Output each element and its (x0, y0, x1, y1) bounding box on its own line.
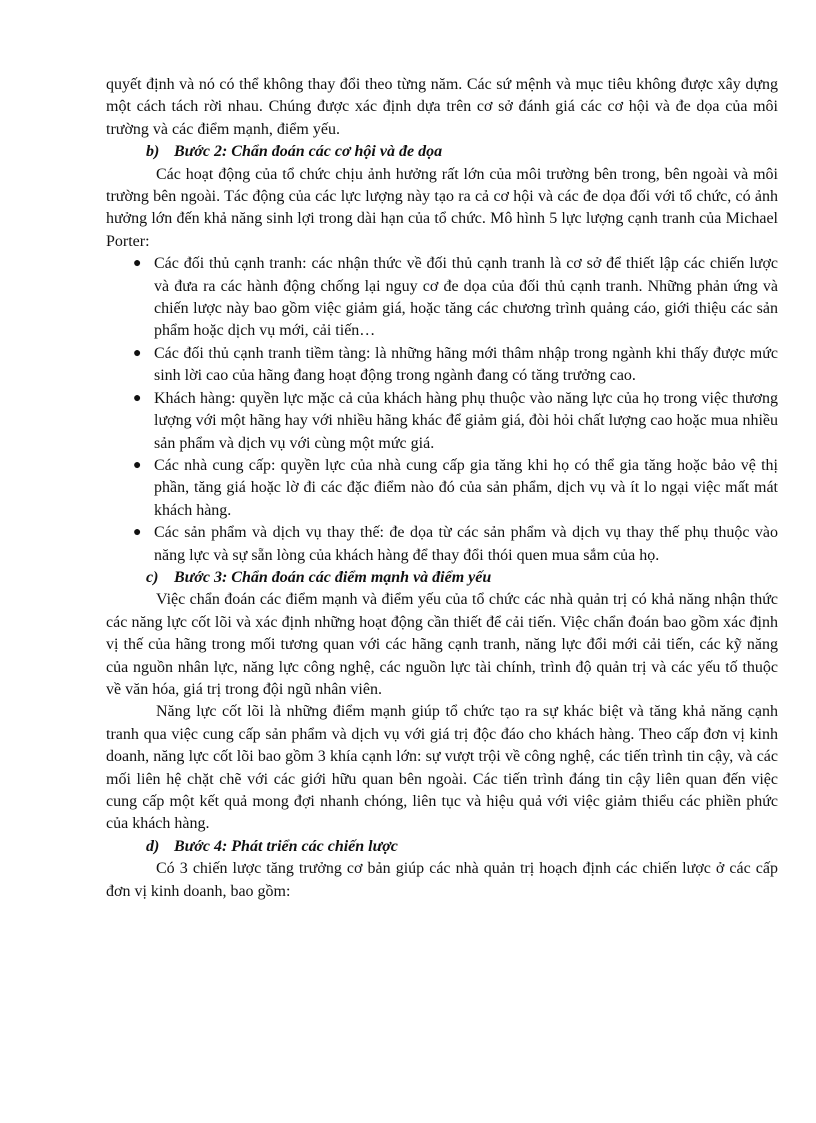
section-c-paragraph-1: Việc chẩn đoán các điểm mạnh và điểm yếu của tổ chức các nhà quản trị có khả năng nhận thức các năng lực cốt lõi và xác định những hoạt động cần thiết để cải tiến. Việc chẩn đoán bao gồm xác định vị thế của hãng trong mối tương quan với các hãng cạnh tranh, năng lực đổi mới cải tiến, các kỹ năng của nguồn nhân lực, năng lực công nghệ, các nguồn lực tài chính, trình độ quản trị và các yếu tố thuộc về văn hóa, giá trị trong đội ngũ nhân viên. (106, 591, 778, 698)
intro-paragraph: quyết định và nó có thể không thay đổi theo từng năm. Các sứ mệnh và mục tiêu không được xây dựng một cách tách rời nhau. Chúng được xác định dựa trên cơ sở đánh giá các cơ hội và đe dọa của môi trường và các điểm mạnh, điểm yếu. (106, 76, 778, 138)
list-item-text: Các đối thủ cạnh tranh: các nhận thức về đối thủ cạnh tranh là cơ sở để thiết lập các chiến lược và đưa ra các hành động chống lại nguy cơ đe dọa của đối thủ cạnh tranh. Những phản ứng và chiến lược này bao gồm việc giảm giá, hoặc tăng các chương trình quảng cáo, giới thiệu các sản phẩm hoặc dịch vụ mới, cải tiến… (154, 255, 778, 340)
section-b-heading (106, 141, 778, 163)
list-item-text: Các nhà cung cấp: quyền lực của nhà cung cấp gia tăng khi họ có thể gia tăng hoặc bảo vệ thị phần, tăng giá hoặc lờ đi các đặc điểm nào đó của sản phẩm, dịch vụ và ít lo ngại việc mất mát khách hàng. (154, 456, 778, 519)
list-item-text: Các đối thủ cạnh tranh tiềm tàng: là những hãng mới thâm nhập trong ngành khi thấy được mức sinh lời cao của hãng đang hoạt động trong ngành đang có tăng trưởng cao. (154, 344, 778, 385)
list-item-text: Khách hàng: quyền lực mặc cả của khách hàng phụ thuộc vào năng lực của họ trong việc thương lượng với một hãng hay với nhiều hãng khác để giảm giá, đòi hỏi chất lượng cao hoặc mua nhiều sản phẩm và dịch vụ với cùng một mức giá. (154, 389, 778, 452)
list-item (106, 253, 778, 343)
section-b-title: Bước 2: Chẩn đoán các cơ hội và đe dọa (174, 143, 443, 161)
section-c-title: Bước 3: Chẩn đoán các điểm mạnh và điểm yếu (174, 568, 492, 586)
bullet-icon: ● (133, 525, 142, 541)
list-item (106, 388, 778, 455)
section-d-title: Bước 4: Phát triển các chiến lược (174, 837, 398, 855)
bullet-icon: ● (133, 256, 142, 272)
bullet-icon: ● (133, 457, 142, 473)
list-item (106, 343, 778, 388)
section-c-paragraph-2: Năng lực cốt lõi là những điểm mạnh giúp tổ chức tạo ra sự khác biệt và tăng khả năng cạnh tranh qua việc cung cấp sản phẩm và dịch vụ với giá trị độc đáo cho khách hàng. Theo cấp đơn vị kinh doanh, năng lực cốt lõi bao gồm 3 khía cạnh lớn: sự vượt trội về công nghệ, các tiến trình tin cậy, và các mối liên hệ chặt chẽ với các giới hữu quan bên ngoài. Các tiến trình đáng tin cậy liên quan đến việc cung cấp một kết quả mong đợi nhanh chóng, liên tục và hiệu quả với việc giảm thiểu các phiền phức của khách hàng. (106, 703, 778, 833)
section-d-marker: d) (146, 837, 160, 855)
bullet-icon: ● (133, 345, 142, 361)
list-item (106, 455, 778, 522)
section-c-heading (106, 567, 778, 589)
list-item (106, 522, 778, 567)
document-page (106, 74, 778, 903)
porter-forces-list (106, 253, 778, 567)
section-d-paragraph: Có 3 chiến lược tăng trưởng cơ bản giúp các nhà quản trị hoạch định các chiến lược ở các cấp đơn vị kinh doanh, bao gồm: (106, 860, 778, 900)
section-c-marker: c) (146, 568, 159, 586)
section-b-paragraph: Các hoạt động của tổ chức chịu ảnh hưởng rất lớn của môi trường bên trong, bên ngoài và môi trường bên ngoài. Tác động của các lực lượng này tạo ra cả cơ hội và các đe dọa đối với tổ chức, có ảnh hưởng lớn đến khả năng sinh lợi trong dài hạn của tổ chức. Mô hình 5 lực lượng cạnh tranh của Michael Porter: (106, 165, 778, 250)
bullet-icon: ● (133, 390, 142, 406)
section-d-heading (106, 836, 778, 858)
section-b-marker: b) (146, 143, 160, 161)
list-item-text: Các sản phẩm và dịch vụ thay thế: đe dọa từ các sản phẩm và dịch vụ thay thế phụ thuộc vào năng lực và sự sẵn lòng của khách hàng để thay đổi thói quen mua sắm của họ. (154, 524, 778, 564)
